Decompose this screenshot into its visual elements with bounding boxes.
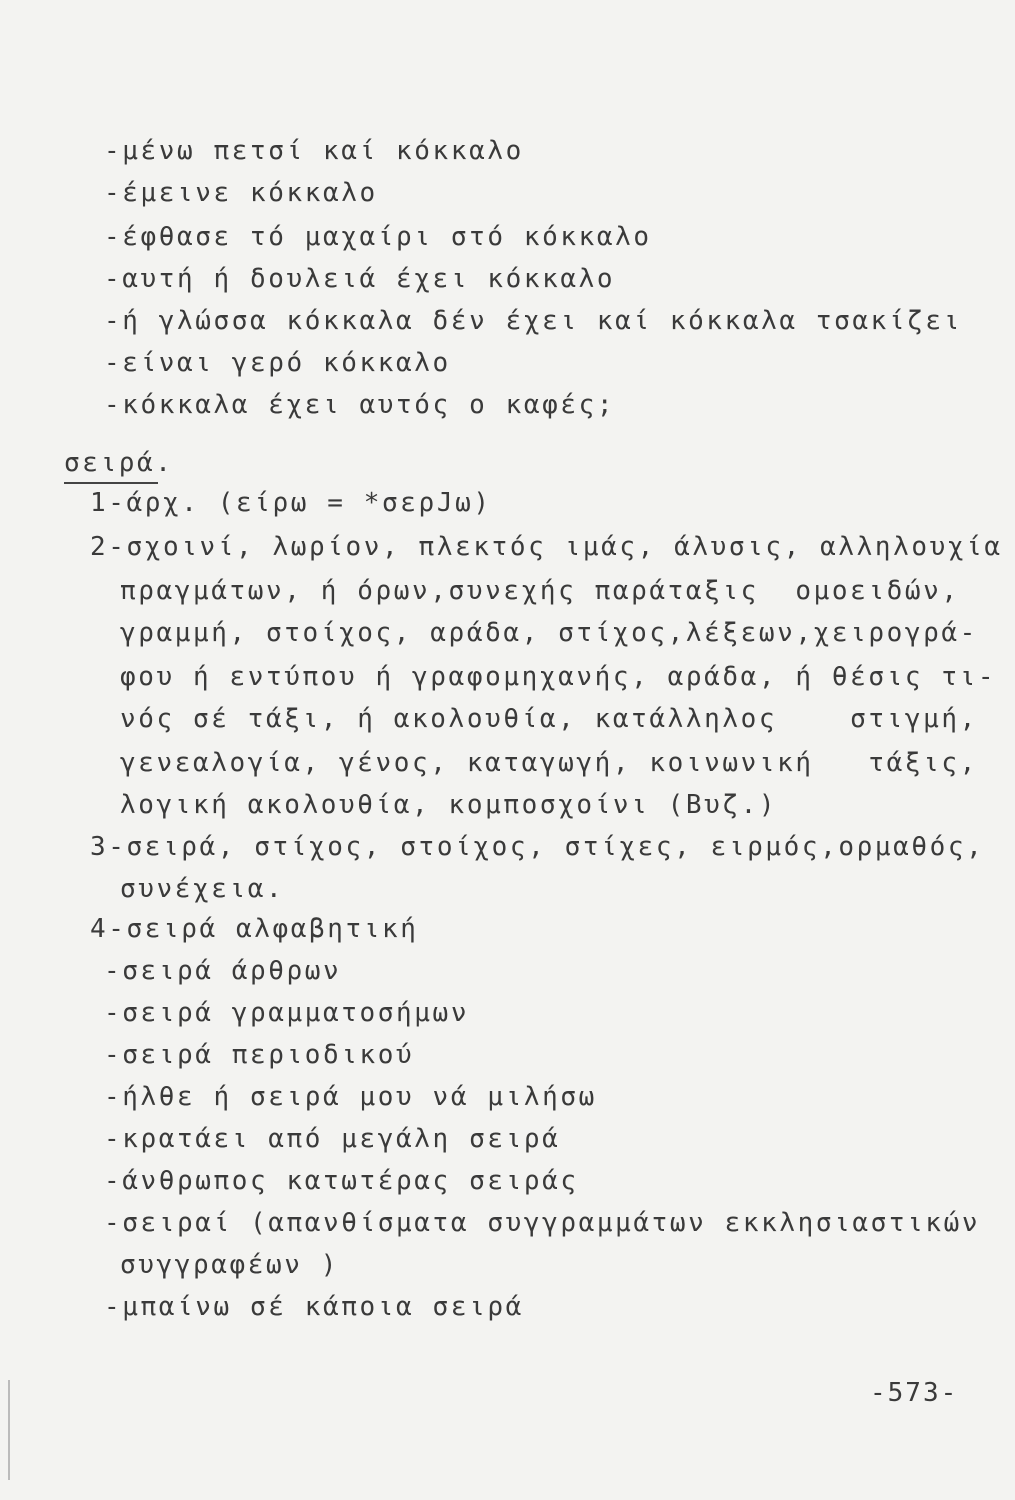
- text-line: -είναι γερό κόκκαλο: [104, 348, 451, 378]
- definition-line: 4-σειρά αλφαβητική: [90, 914, 419, 944]
- definition-line: 3-σειρά, στίχος, στοίχος, στίχες, ειρμός,ορμαθός,: [90, 832, 985, 862]
- phrase-line: -ήλθε ή σειρά μου νά μιλήσω: [104, 1082, 597, 1112]
- text-line: -μένω πετσί καί κόκκαλο: [104, 136, 524, 166]
- entry-heading: σειρά.: [64, 448, 174, 478]
- definition-line: φου ή εντύπου ή γραφομηχανής, αράδα, ή θέσις τι-: [120, 662, 997, 692]
- text-line: -ή γλώσσα κόκκαλα δέν έχει καί κόκκαλα τσακίζει: [104, 306, 962, 336]
- definition-line: γραμμή, στοίχος, αράδα, στίχος,λέξεων,χειρογρά-: [120, 618, 978, 648]
- phrase-line: -κρατάει από μεγάλη σειρά: [104, 1124, 561, 1154]
- text-line: -κόκκαλα έχει αυτός ο καφές;: [104, 390, 616, 420]
- definition-line: γενεαλογία, γένος, καταγωγή, κοινωνική τάξις,: [120, 748, 978, 778]
- phrase-line: -σειρά περιοδικού: [104, 1040, 415, 1070]
- text-line: -έμεινε κόκκαλο: [104, 178, 378, 208]
- phrase-line: συγγραφέων ): [120, 1250, 340, 1280]
- text-line: -έφθασε τό μαχαίρι στό κόκκαλο: [104, 222, 652, 252]
- phrase-line: -μπαίνω σέ κάποια σειρά: [104, 1292, 524, 1322]
- scan-edge: [8, 1380, 10, 1480]
- phrase-line: -σειραί (απανθίσματα συγγραμμάτων εκκλησιαστικών: [104, 1208, 981, 1238]
- definition-line: 2-σχοινί, λωρίον, πλεκτός ιμάς, άλυσις, αλληλουχία: [90, 532, 1003, 562]
- text-line: -αυτή ή δουλειά έχει κόκκαλο: [104, 264, 616, 294]
- page-number: -573-: [870, 1378, 959, 1408]
- definition-line: συνέχεια.: [120, 874, 285, 904]
- phrase-line: -σειρά γραμματοσήμων: [104, 998, 470, 1028]
- heading-underline: [64, 482, 158, 484]
- phrase-line: -σειρά άρθρων: [104, 956, 342, 986]
- definition-line: 1-άρχ. (είρω = *σερJω): [90, 488, 492, 518]
- phrase-line: -άνθρωπος κατωτέρας σειράς: [104, 1166, 579, 1196]
- definition-line: πραγμάτων, ή όρων,συνεχής παράταξις ομοειδών,: [120, 576, 960, 606]
- definition-line: λογική ακολουθία, κομποσχοίνι (Βυζ.): [120, 790, 778, 820]
- definition-line: νός σέ τάξι, ή ακολουθία, κατάλληλος στιγμή,: [120, 704, 978, 734]
